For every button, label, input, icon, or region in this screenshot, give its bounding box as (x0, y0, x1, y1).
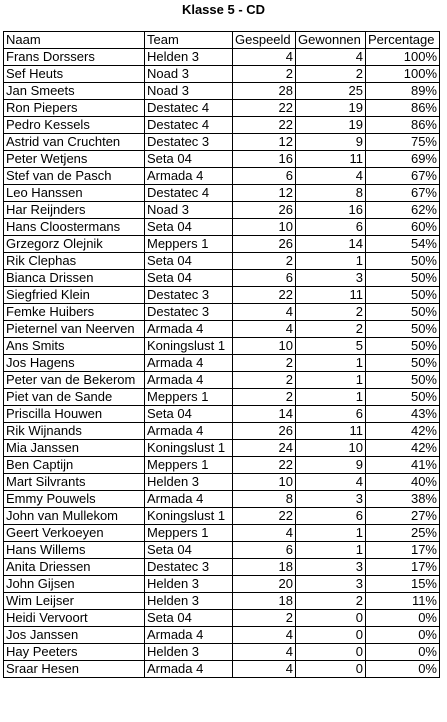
cell-team: Seta 04 (145, 253, 233, 270)
cell-name: Ron Piepers (4, 100, 145, 117)
cell-team: Armada 4 (145, 321, 233, 338)
cell-percentage: 50% (366, 304, 440, 321)
table-row (4, 49, 440, 66)
cell-team: Destatec 4 (145, 117, 233, 134)
cell-name: Grzegorz Olejnik (4, 236, 145, 253)
table-row (4, 117, 440, 134)
cell-team: Armada 4 (145, 491, 233, 508)
table-row (4, 321, 440, 338)
cell-percentage: 15% (366, 576, 440, 593)
table-row (4, 610, 440, 627)
cell-percentage: 67% (366, 168, 440, 185)
cell-won: 6 (296, 219, 366, 236)
cell-won: 14 (296, 236, 366, 253)
cell-team: Meppers 1 (145, 525, 233, 542)
cell-played: 2 (233, 355, 296, 372)
cell-percentage: 50% (366, 372, 440, 389)
cell-won: 6 (296, 508, 366, 525)
table-row (4, 66, 440, 83)
cell-won: 0 (296, 661, 366, 678)
cell-played: 6 (233, 168, 296, 185)
cell-team: Koningslust 1 (145, 338, 233, 355)
cell-team: Seta 04 (145, 610, 233, 627)
cell-percentage: 0% (366, 627, 440, 644)
cell-won: 1 (296, 355, 366, 372)
table-row (4, 83, 440, 100)
cell-name: Sef Heuts (4, 66, 145, 83)
cell-played: 22 (233, 508, 296, 525)
header-gespeeld: Gespeeld (233, 32, 296, 49)
table-row (4, 372, 440, 389)
table-row (4, 593, 440, 610)
cell-name: Pedro Kessels (4, 117, 145, 134)
cell-percentage: 50% (366, 338, 440, 355)
cell-name: Hans Willems (4, 542, 145, 559)
header-naam: Naam (4, 32, 145, 49)
table-row (4, 134, 440, 151)
cell-name: Siegfried Klein (4, 287, 145, 304)
cell-name: Hay Peeters (4, 644, 145, 661)
cell-percentage: 50% (366, 321, 440, 338)
cell-percentage: 69% (366, 151, 440, 168)
table-row (4, 219, 440, 236)
cell-team: Seta 04 (145, 151, 233, 168)
cell-won: 10 (296, 440, 366, 457)
cell-percentage: 60% (366, 219, 440, 236)
table-row (4, 253, 440, 270)
cell-played: 26 (233, 236, 296, 253)
cell-team: Armada 4 (145, 168, 233, 185)
cell-played: 22 (233, 100, 296, 117)
cell-played: 4 (233, 627, 296, 644)
cell-won: 0 (296, 627, 366, 644)
table-row (4, 627, 440, 644)
cell-won: 19 (296, 100, 366, 117)
cell-played: 12 (233, 134, 296, 151)
cell-team: Seta 04 (145, 542, 233, 559)
cell-won: 2 (296, 304, 366, 321)
cell-team: Armada 4 (145, 423, 233, 440)
cell-played: 10 (233, 474, 296, 491)
cell-won: 25 (296, 83, 366, 100)
cell-played: 18 (233, 593, 296, 610)
table-row (4, 508, 440, 525)
cell-name: Emmy Pouwels (4, 491, 145, 508)
cell-team: Helden 3 (145, 576, 233, 593)
table-row (4, 185, 440, 202)
cell-team: Noad 3 (145, 202, 233, 219)
cell-team: Destatec 3 (145, 287, 233, 304)
cell-percentage: 50% (366, 355, 440, 372)
cell-name: Mart Silvrants (4, 474, 145, 491)
page-title: Klasse 5 - CD (181, 2, 266, 17)
table-row (4, 236, 440, 253)
cell-name: Piet van de Sande (4, 389, 145, 406)
cell-team: Destatec 4 (145, 185, 233, 202)
cell-name: Har Reijnders (4, 202, 145, 219)
cell-name: John van Mullekom (4, 508, 145, 525)
cell-team: Destatec 3 (145, 304, 233, 321)
header-percentage: Percentage (366, 32, 440, 49)
cell-team: Koningslust 1 (145, 508, 233, 525)
cell-percentage: 43% (366, 406, 440, 423)
cell-won: 0 (296, 644, 366, 661)
table-row (4, 202, 440, 219)
cell-won: 3 (296, 491, 366, 508)
cell-played: 2 (233, 389, 296, 406)
cell-percentage: 50% (366, 253, 440, 270)
cell-team: Meppers 1 (145, 389, 233, 406)
cell-team: Seta 04 (145, 270, 233, 287)
table-row (4, 661, 440, 678)
cell-won: 2 (296, 321, 366, 338)
cell-won: 0 (296, 610, 366, 627)
cell-percentage: 50% (366, 287, 440, 304)
cell-team: Armada 4 (145, 355, 233, 372)
cell-won: 9 (296, 457, 366, 474)
cell-played: 4 (233, 661, 296, 678)
cell-played: 6 (233, 542, 296, 559)
cell-team: Destatec 3 (145, 559, 233, 576)
cell-team: Destatec 3 (145, 134, 233, 151)
cell-name: Rik Clephas (4, 253, 145, 270)
cell-won: 1 (296, 389, 366, 406)
cell-team: Armada 4 (145, 372, 233, 389)
table-row (4, 270, 440, 287)
cell-percentage: 62% (366, 202, 440, 219)
cell-name: Rik Wijnands (4, 423, 145, 440)
cell-won: 3 (296, 576, 366, 593)
cell-played: 24 (233, 440, 296, 457)
cell-played: 16 (233, 151, 296, 168)
cell-team: Armada 4 (145, 661, 233, 678)
table-row (4, 559, 440, 576)
cell-percentage: 100% (366, 66, 440, 83)
cell-percentage: 27% (366, 508, 440, 525)
header-gewonnen: Gewonnen (296, 32, 366, 49)
cell-won: 3 (296, 270, 366, 287)
cell-name: Priscilla Houwen (4, 406, 145, 423)
cell-played: 22 (233, 117, 296, 134)
cell-name: Sraar Hesen (4, 661, 145, 678)
header-team: Team (145, 32, 233, 49)
cell-percentage: 50% (366, 389, 440, 406)
cell-won: 1 (296, 372, 366, 389)
cell-team: Armada 4 (145, 627, 233, 644)
cell-name: Anita Driessen (4, 559, 145, 576)
table-row (4, 525, 440, 542)
cell-percentage: 41% (366, 457, 440, 474)
cell-name: Femke Huibers (4, 304, 145, 321)
cell-percentage: 54% (366, 236, 440, 253)
cell-won: 4 (296, 474, 366, 491)
cell-won: 9 (296, 134, 366, 151)
cell-won: 5 (296, 338, 366, 355)
cell-team: Seta 04 (145, 219, 233, 236)
cell-name: Bianca Drissen (4, 270, 145, 287)
cell-played: 8 (233, 491, 296, 508)
cell-team: Noad 3 (145, 66, 233, 83)
cell-played: 26 (233, 423, 296, 440)
cell-percentage: 75% (366, 134, 440, 151)
cell-played: 12 (233, 185, 296, 202)
cell-name: Ans Smits (4, 338, 145, 355)
cell-won: 2 (296, 593, 366, 610)
cell-name: Mia Janssen (4, 440, 145, 457)
cell-won: 4 (296, 168, 366, 185)
cell-percentage: 0% (366, 644, 440, 661)
cell-name: Geert Verkoeyen (4, 525, 145, 542)
table-row (4, 491, 440, 508)
cell-percentage: 25% (366, 525, 440, 542)
cell-percentage: 11% (366, 593, 440, 610)
cell-won: 11 (296, 287, 366, 304)
cell-played: 20 (233, 576, 296, 593)
table-row (4, 542, 440, 559)
cell-team: Helden 3 (145, 49, 233, 66)
cell-played: 2 (233, 372, 296, 389)
cell-percentage: 50% (366, 270, 440, 287)
cell-percentage: 40% (366, 474, 440, 491)
cell-won: 19 (296, 117, 366, 134)
cell-won: 4 (296, 49, 366, 66)
cell-percentage: 67% (366, 185, 440, 202)
cell-team: Noad 3 (145, 83, 233, 100)
cell-percentage: 86% (366, 100, 440, 117)
cell-played: 4 (233, 49, 296, 66)
table-row (4, 440, 440, 457)
cell-percentage: 0% (366, 610, 440, 627)
cell-played: 26 (233, 202, 296, 219)
table-row (4, 355, 440, 372)
cell-percentage: 17% (366, 542, 440, 559)
cell-team: Destatec 4 (145, 100, 233, 117)
cell-played: 4 (233, 644, 296, 661)
cell-won: 6 (296, 406, 366, 423)
cell-name: Hans Cloostermans (4, 219, 145, 236)
cell-name: Stef van de Pasch (4, 168, 145, 185)
table-row (4, 576, 440, 593)
table-row (4, 338, 440, 355)
cell-percentage: 89% (366, 83, 440, 100)
cell-won: 8 (296, 185, 366, 202)
cell-name: Jos Janssen (4, 627, 145, 644)
cell-percentage: 38% (366, 491, 440, 508)
cell-won: 16 (296, 202, 366, 219)
table-row (4, 100, 440, 117)
cell-name: Astrid van Cruchten (4, 134, 145, 151)
cell-played: 6 (233, 270, 296, 287)
cell-percentage: 17% (366, 559, 440, 576)
cell-name: Jan Smeets (4, 83, 145, 100)
table-row (4, 389, 440, 406)
table-row (4, 287, 440, 304)
cell-percentage: 42% (366, 440, 440, 457)
cell-team: Seta 04 (145, 406, 233, 423)
cell-team: Helden 3 (145, 644, 233, 661)
cell-played: 2 (233, 253, 296, 270)
cell-team: Helden 3 (145, 474, 233, 491)
cell-played: 4 (233, 304, 296, 321)
cell-percentage: 0% (366, 661, 440, 678)
cell-name: Peter van de Bekerom (4, 372, 145, 389)
table-row (4, 151, 440, 168)
cell-played: 14 (233, 406, 296, 423)
table-row (4, 423, 440, 440)
cell-won: 11 (296, 423, 366, 440)
table-row (4, 457, 440, 474)
cell-played: 4 (233, 321, 296, 338)
standings-table (3, 31, 440, 678)
cell-name: Heidi Vervoort (4, 610, 145, 627)
table-row (4, 474, 440, 491)
cell-team: Koningslust 1 (145, 440, 233, 457)
cell-name: Leo Hanssen (4, 185, 145, 202)
table-row (4, 168, 440, 185)
cell-played: 28 (233, 83, 296, 100)
header-row (4, 32, 440, 49)
table-row (4, 304, 440, 321)
cell-team: Meppers 1 (145, 457, 233, 474)
table-row (4, 406, 440, 423)
cell-name: Peter Wetjens (4, 151, 145, 168)
cell-played: 22 (233, 457, 296, 474)
cell-name: Ben Captijn (4, 457, 145, 474)
cell-won: 3 (296, 559, 366, 576)
cell-played: 10 (233, 219, 296, 236)
cell-won: 1 (296, 253, 366, 270)
cell-team: Helden 3 (145, 593, 233, 610)
cell-name: Jos Hagens (4, 355, 145, 372)
cell-played: 2 (233, 66, 296, 83)
cell-won: 2 (296, 66, 366, 83)
cell-percentage: 42% (366, 423, 440, 440)
table-row (4, 644, 440, 661)
cell-played: 2 (233, 610, 296, 627)
cell-played: 18 (233, 559, 296, 576)
cell-name: Wim Leijser (4, 593, 145, 610)
cell-name: Pieternel van Neerven (4, 321, 145, 338)
cell-played: 22 (233, 287, 296, 304)
cell-name: John Gijsen (4, 576, 145, 593)
cell-played: 10 (233, 338, 296, 355)
cell-percentage: 86% (366, 117, 440, 134)
cell-played: 4 (233, 525, 296, 542)
cell-name: Frans Dorssers (4, 49, 145, 66)
cell-won: 1 (296, 525, 366, 542)
cell-won: 11 (296, 151, 366, 168)
cell-team: Meppers 1 (145, 236, 233, 253)
cell-won: 1 (296, 542, 366, 559)
cell-percentage: 100% (366, 49, 440, 66)
